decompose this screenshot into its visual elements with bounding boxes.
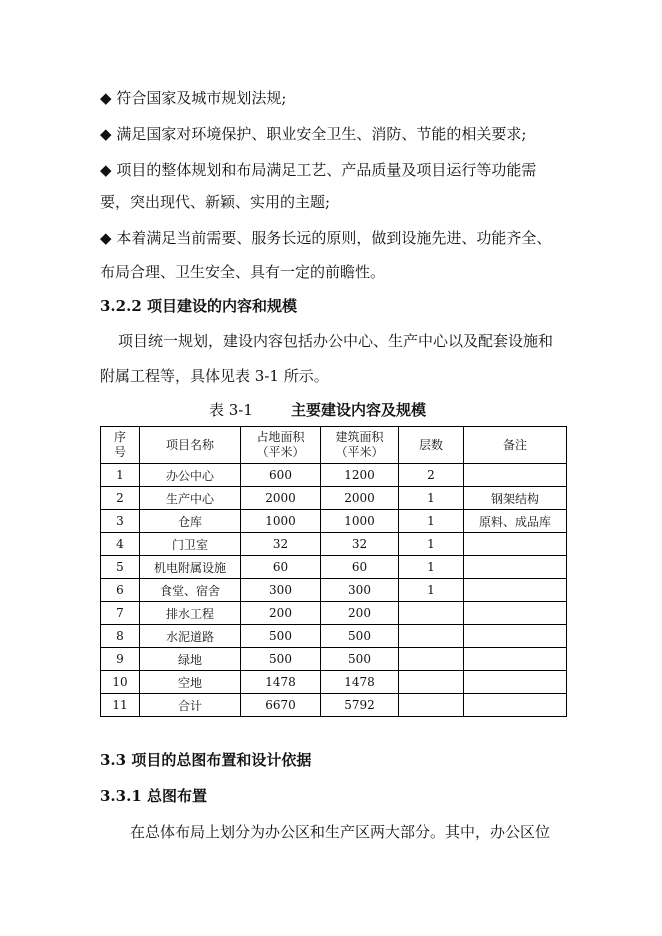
cell-land-area: 1478 (241, 671, 321, 694)
diamond-bullet-icon: ◆ (100, 161, 112, 179)
bullet-item-1 (100, 88, 286, 108)
table-row (101, 671, 567, 694)
cell-floors: 1 (399, 579, 464, 602)
cell-floors (399, 625, 464, 648)
cell-name: 空地 (140, 671, 241, 694)
table-row (101, 533, 567, 556)
header-building-area-line2: （平米） (335, 445, 384, 459)
cell-remark: 原料、成品库 (464, 510, 567, 533)
cell-number: 6 (101, 579, 140, 602)
cell-number: 2 (101, 487, 140, 510)
cell-number: 5 (101, 556, 140, 579)
cell-remark (464, 625, 567, 648)
cell-floors: 1 (399, 510, 464, 533)
header-land-area (241, 427, 321, 464)
cell-floors: 2 (399, 464, 464, 487)
cell-name: 排水工程 (140, 602, 241, 625)
cell-building-area: 60 (321, 556, 399, 579)
paragraph-line: 附属工程等，具体见表 3-1 所示。 (100, 367, 329, 385)
cell-name: 水泥道路 (140, 625, 241, 648)
cell-number: 4 (101, 533, 140, 556)
section-heading-3-3: 3.3 项目的总图布置和设计依据 (100, 751, 312, 769)
bullet-text: 本着满足当前需要、服务长远的原则，做到设施先进、功能齐全、 (116, 229, 552, 247)
table-row (101, 510, 567, 533)
cell-remark (464, 648, 567, 671)
header-number-line1: 序 (113, 430, 126, 444)
paragraph-line: 项目统一规划，建设内容包括办公中心、生产中心以及配套设施和 (118, 332, 554, 350)
cell-remark (464, 464, 567, 487)
cell-building-area: 1000 (321, 510, 399, 533)
cell-land-area: 300 (241, 579, 321, 602)
cell-floors: 1 (399, 556, 464, 579)
paragraph-line: 在总体布局上划分为办公区和生产区两大部分。其中，办公区位 (130, 823, 551, 841)
cell-remark (464, 602, 567, 625)
section-heading-3-2-2: 3.2.2 项目建设的内容和规模 (100, 297, 297, 315)
diamond-bullet-icon: ◆ (100, 89, 112, 107)
cell-building-area: 32 (321, 533, 399, 556)
cell-land-area: 500 (241, 625, 321, 648)
table-row (101, 579, 567, 602)
cell-number: 1 (101, 464, 140, 487)
header-number (101, 427, 140, 464)
table-row (101, 556, 567, 579)
cell-building-area: 1478 (321, 671, 399, 694)
cell-building-area: 300 (321, 579, 399, 602)
cell-land-area: 2000 (241, 487, 321, 510)
cell-name: 机电附属设施 (140, 556, 241, 579)
cell-building-area: 2000 (321, 487, 399, 510)
cell-number: 10 (101, 671, 140, 694)
cell-building-area: 5792 (321, 694, 399, 717)
table-row (101, 487, 567, 510)
table-caption-title: 主要建设内容及规模 (291, 401, 427, 419)
table-caption-number: 表 3-1 (209, 401, 253, 419)
cell-floors: 1 (399, 533, 464, 556)
cell-building-area: 500 (321, 625, 399, 648)
diamond-bullet-icon: ◆ (100, 125, 112, 143)
cell-remark: 钢架结构 (464, 487, 567, 510)
cell-name: 仓库 (140, 510, 241, 533)
cell-land-area: 1000 (241, 510, 321, 533)
header-land-area-line1: 占地面积 (256, 430, 305, 444)
bullet-text: 符合国家及城市规划法规; (116, 89, 287, 107)
cell-land-area: 60 (241, 556, 321, 579)
header-building-area (321, 427, 399, 464)
cell-floors (399, 694, 464, 717)
cell-floors (399, 671, 464, 694)
cell-floors (399, 648, 464, 671)
header-land-area-line2: （平米） (256, 445, 305, 459)
cell-land-area: 6670 (241, 694, 321, 717)
cell-building-area: 200 (321, 602, 399, 625)
construction-scale-table (100, 426, 567, 717)
cell-number: 11 (101, 694, 140, 717)
table-row-total (101, 694, 567, 717)
bullet-item-2 (100, 124, 526, 144)
cell-land-area: 600 (241, 464, 321, 487)
bullet-item-4 (100, 228, 551, 248)
bullet-continuation: 要，突出现代、新颖、实用的主题; (100, 193, 331, 211)
bullet-item-3 (100, 160, 536, 180)
cell-floors: 1 (399, 487, 464, 510)
cell-number: 8 (101, 625, 140, 648)
cell-name: 食堂、宿舍 (140, 579, 241, 602)
cell-land-area: 32 (241, 533, 321, 556)
bullet-continuation: 布局合理、卫生安全、具有一定的前瞻性。 (100, 263, 386, 281)
table-row (101, 648, 567, 671)
cell-land-area: 500 (241, 648, 321, 671)
cell-name: 合计 (140, 694, 241, 717)
header-floors: 层数 (399, 427, 464, 464)
cell-name: 办公中心 (140, 464, 241, 487)
cell-building-area: 500 (321, 648, 399, 671)
cell-number: 9 (101, 648, 140, 671)
table-header-row (101, 427, 567, 464)
cell-number: 3 (101, 510, 140, 533)
table-row (101, 625, 567, 648)
cell-name: 生产中心 (140, 487, 241, 510)
diamond-bullet-icon: ◆ (100, 229, 112, 247)
cell-land-area: 200 (241, 602, 321, 625)
header-building-area-line1: 建筑面积 (335, 430, 384, 444)
table-row (101, 464, 567, 487)
cell-number: 7 (101, 602, 140, 625)
cell-remark (464, 579, 567, 602)
cell-remark (464, 556, 567, 579)
cell-name: 绿地 (140, 648, 241, 671)
bullet-text: 满足国家对环境保护、职业安全卫生、消防、节能的相关要求; (116, 125, 527, 143)
header-remark: 备注 (464, 427, 567, 464)
cell-building-area: 1200 (321, 464, 399, 487)
cell-remark (464, 694, 567, 717)
header-number-line2: 号 (113, 445, 126, 459)
cell-remark (464, 671, 567, 694)
table-row (101, 602, 567, 625)
header-project-name: 项目名称 (140, 427, 241, 464)
cell-floors (399, 602, 464, 625)
bullet-text: 项目的整体规划和布局满足工艺、产品质量及项目运行等功能需 (116, 161, 537, 179)
section-heading-3-3-1: 3.3.1 总图布置 (100, 787, 207, 805)
cell-remark (464, 533, 567, 556)
cell-name: 门卫室 (140, 533, 241, 556)
